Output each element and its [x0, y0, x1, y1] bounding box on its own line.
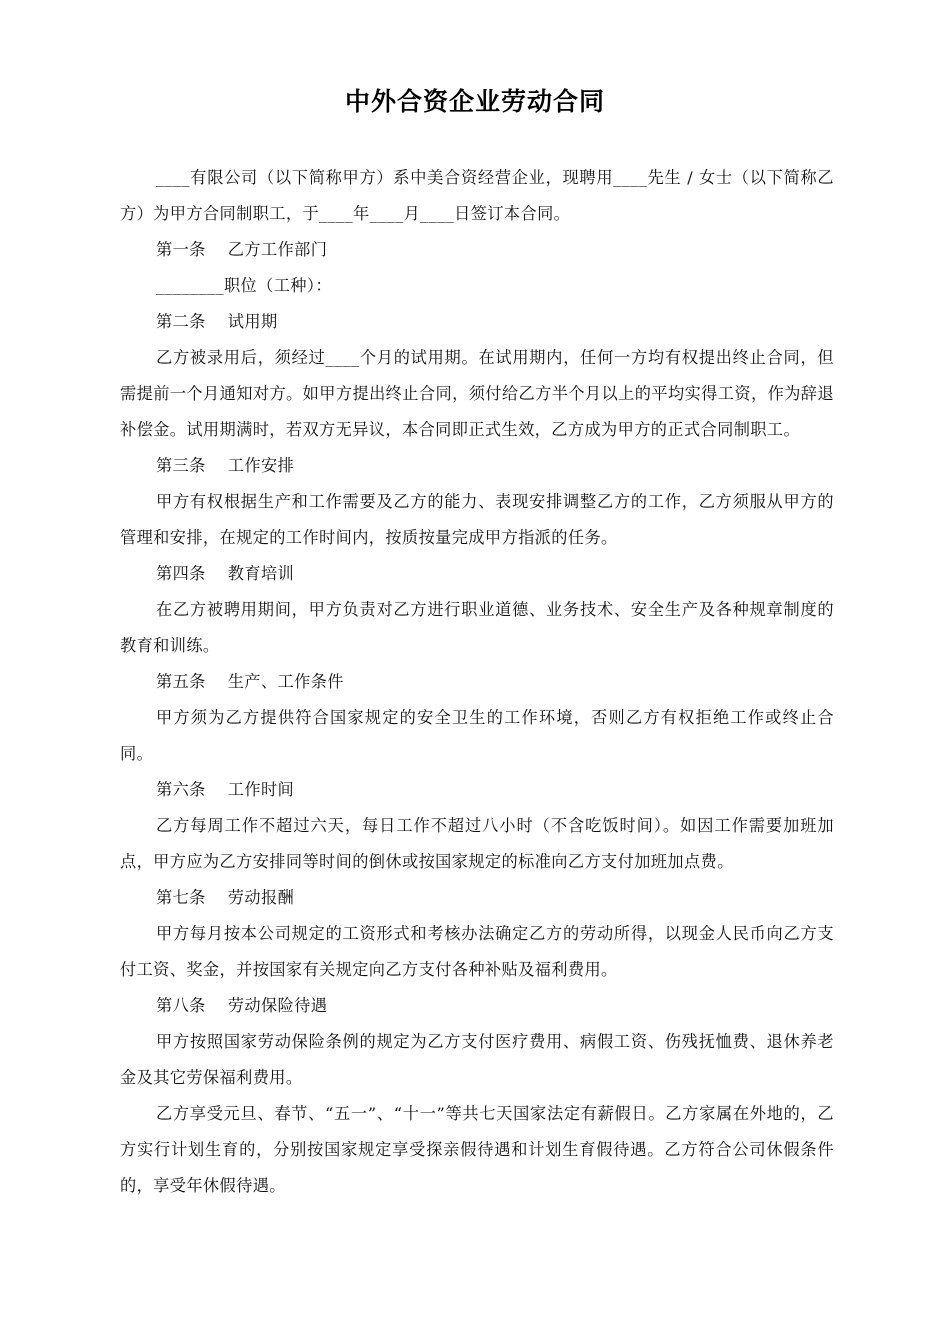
article-title: 教育培训 [227, 564, 295, 583]
document-body [120, 160, 834, 1204]
article-8-body-1: 甲方按照国家劳动保险条例的规定为乙方支付医疗费用、病假工资、伤残抚恤费、退休养老金及其它劳保福利费用。 [120, 1032, 834, 1087]
article-number: 第二条 [156, 312, 206, 331]
article-7-body: 甲方每月按本公司规定的工资形式和考核办法确定乙方的劳动所得，以现金人民币向乙方支付工资、奖金，并按国家有关规定向乙方支付各种补贴及福利费用。 [120, 924, 834, 979]
article-title: 生产、工作条件 [227, 672, 344, 691]
article-8-body-2: 乙方享受元旦、春节、“五一”、“十一”等共七天国家法定有薪假日。乙方家属在外地的，乙方实行计划生育的，分别按国家规定享受探亲假待遇和计划生育假待遇。乙方符合公司休假条件的，享受年休假待遇。 [120, 1104, 834, 1195]
article-number: 第八条 [156, 996, 206, 1015]
article-3-heading [120, 448, 834, 484]
article-8-heading [120, 988, 834, 1024]
article-title: 试用期 [227, 312, 278, 331]
article-title: 劳动报酬 [227, 888, 295, 907]
article-5-body: 甲方须为乙方提供符合国家规定的安全卫生的工作环境，否则乙方有权拒绝工作或终止合同。 [120, 708, 834, 763]
article-7-heading [120, 880, 834, 916]
document-title: 中外合资企业劳动合同 [344, 87, 605, 116]
article-2-heading [120, 304, 834, 340]
article-5-heading [120, 664, 834, 700]
article-title: 劳动保险待遇 [227, 996, 328, 1015]
article-4-heading [120, 556, 834, 592]
article-number: 第一条 [156, 240, 206, 259]
article-4-body: 在乙方被聘用期间，甲方负责对乙方进行职业道德、业务技术、安全生产及各种规章制度的教育和训练。 [120, 600, 834, 655]
article-1-heading [120, 232, 834, 268]
article-number: 第五条 [156, 672, 206, 691]
article-title: 工作时间 [227, 780, 295, 799]
article-title: 工作安排 [227, 456, 295, 475]
article-number: 第六条 [156, 780, 206, 799]
article-1-position-line: ________职位（工种）： [156, 276, 332, 295]
article-number: 第四条 [156, 564, 206, 583]
article-3-body: 甲方有权根据生产和工作需要及乙方的能力、表现安排调整乙方的工作，乙方须服从甲方的管理和安排，在规定的工作时间内，按质按量完成甲方指派的任务。 [120, 492, 834, 547]
article-number: 第三条 [156, 456, 206, 475]
article-6-heading [120, 772, 834, 808]
article-number: 第七条 [156, 888, 206, 907]
article-6-body: 乙方每周工作不超过六天，每日工作不超过八小时（不含吃饭时间）。如因工作需要加班加点，甲方应为乙方安排同等时间的倒休或按国家规定的标准向乙方支付加班加点费。 [120, 816, 834, 871]
article-2-body: 乙方被录用后，须经过____个月的试用期。在试用期内，任何一方均有权提出终止合同，但需提前一个月通知对方。如甲方提出终止合同，须付给乙方半个月以上的平均实得工资，作为辞退补偿金。试用期满时，若双方无异议，本合同即正式生效，乙方成为甲方的正式合同制职工。 [120, 348, 834, 439]
article-title: 乙方工作部门 [227, 240, 328, 259]
intro-paragraph: ____有限公司（以下简称甲方）系中美合资经营企业，现聘用____先生 / 女士（以下简称乙方）为甲方合同制职工，于____年____月____日签订本合同。 [120, 168, 834, 223]
